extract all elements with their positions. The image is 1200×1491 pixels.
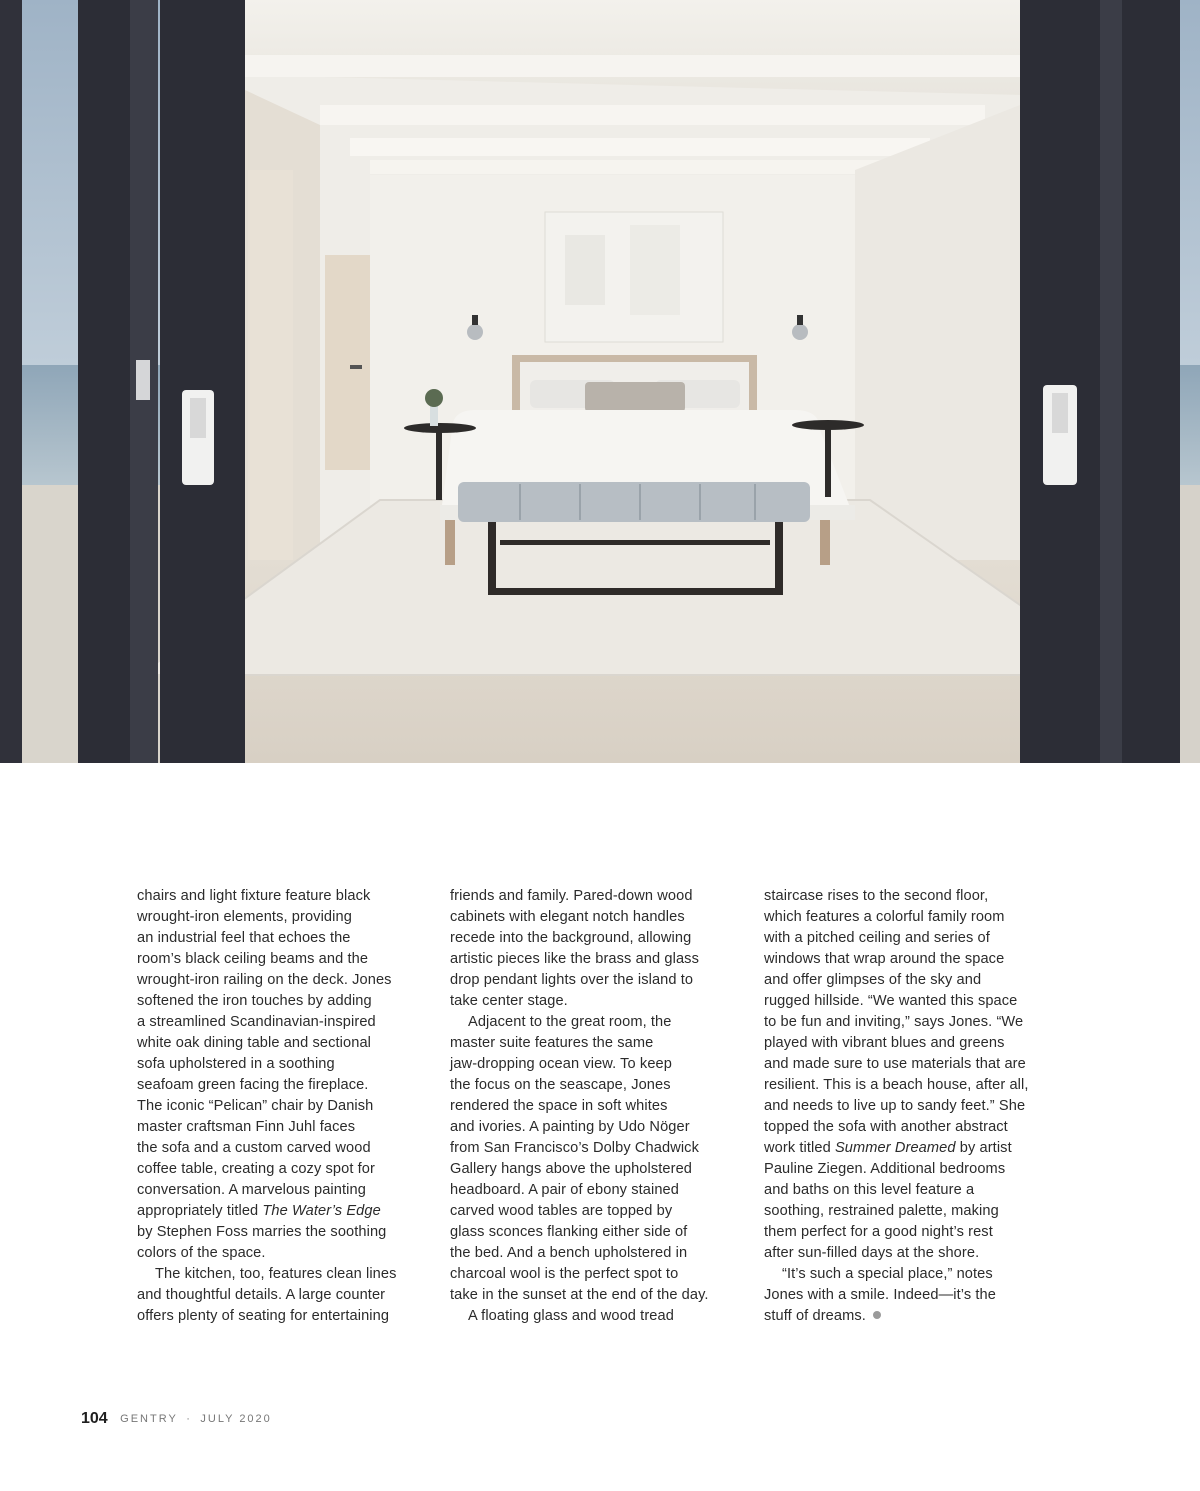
end-mark-icon — [873, 1311, 881, 1319]
issue-date: JULY 2020 — [200, 1413, 272, 1425]
paragraph: Adjacent to the great room, the master suite features the same jaw-dropping ocean view. To keep the focus on the seascape, Jones rendered the space in soft whites and ivories. A painting by Udo Nöger from San Francisco’s Dolby Chadwick Gallery hangs above the upholstered headboard. A pair of ebony stained carved wood tables are topped by glass sconces flanking either side of the bed. And a bench upholstered in charcoal wool is the perfect spot to take in the sunset at the end of the day. — [450, 1014, 709, 1303]
paragraph: friends and family. Pared-down wood cabinets with elegant notch handles recede into the background, allowing artistic pieces like the brass and glass drop pendant lights over the island to take center stage. — [450, 888, 699, 1009]
paragraph: “It’s such a special place,” notes Jones with a smile. Indeed—it’s the stuff of dreams. — [764, 1266, 996, 1324]
artwork-title: Summer Dreamed — [834, 1140, 956, 1156]
article-column-2 — [450, 886, 746, 1327]
paragraph: chairs and light fixture feature black wrought-iron elements, providing an industrial feel that echoes the room’s black ceiling beams and the wrought-iron railing on the deck. Jones softened the iron touches by adding a streamlined Scandinavian-inspired white oak dining table and sectional sofa upholstered in a soothing seafoam green facing the fireplace. The iconic “Pelican” chair by Danish master craftsman Finn Juhl faces the sofa and a custom carved wood coffee table, creating a cozy spot for conversation. A marvelous painting appropriately titled The Water’s Edge by Stephen Foss marries the soothing colors of the space. — [137, 888, 392, 1261]
artwork-title: The Water’s Edge — [262, 1203, 381, 1219]
folio-separator: · — [186, 1413, 192, 1425]
article-column-3 — [764, 886, 1060, 1327]
page-number: 104 — [81, 1410, 108, 1427]
paragraph: The kitchen, too, features clean lines and thoughtful details. A large counter offers plenty of seating for entertaining — [137, 1266, 397, 1324]
page-folio — [81, 1410, 272, 1428]
article-column-1 — [137, 886, 433, 1327]
paragraph: staircase rises to the second floor, which features a colorful family room with a pitched ceiling and series of windows that wrap around the space and offer glimpses of the sky and rugged hillside. “We wanted this space to be fun and inviting,” says Jones. “We played with vibrant blues and greens and made sure to use materials that are resilient. This is a beach house, after all, and needs to live up to sandy feet.” She topped the sofa with another abstract work titled Summer Dreamed by artist Pauline Ziegen. Additional bedrooms and baths on this level feature a soothing, restrained palette, making them perfect for a good night’s rest after sun-filled days at the shore. — [764, 888, 1029, 1261]
magazine-name: GENTRY — [120, 1413, 178, 1425]
paragraph: A floating glass and wood tread — [468, 1308, 674, 1324]
